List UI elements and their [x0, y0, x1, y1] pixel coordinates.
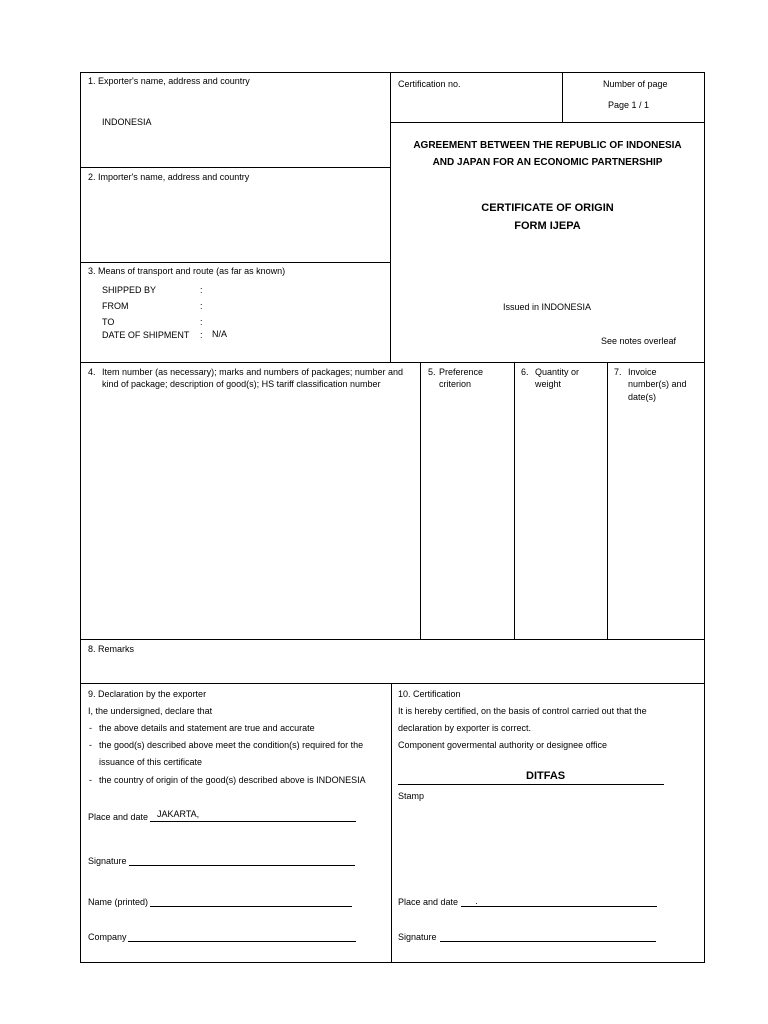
exporter-name-label: Name (printed) — [88, 897, 149, 907]
date-of-shipment-value[interactable]: N/A — [212, 329, 228, 339]
issued-in: Issued in INDONESIA — [503, 302, 592, 312]
divider — [562, 72, 563, 123]
certification-text-2: declaration by exporter is correct. — [398, 723, 532, 733]
exporter-place-date-label: Place and date — [88, 812, 149, 822]
bullet-dash-1: - — [89, 723, 92, 733]
divider — [80, 683, 705, 684]
stamp-label: Stamp — [398, 791, 425, 801]
declaration-label: 9. Declaration by the exporter — [88, 689, 207, 699]
exporter-company-label: Company — [88, 932, 127, 942]
divider — [390, 122, 705, 123]
to-colon: : — [200, 317, 203, 327]
from-colon: : — [200, 301, 203, 311]
divider — [80, 262, 391, 263]
divider — [420, 362, 421, 640]
certifier-place-date-line[interactable] — [461, 906, 657, 907]
divider — [391, 683, 392, 963]
exporter-value[interactable]: INDONESIA — [102, 117, 152, 127]
declaration-bullet-3: the country of origin of the good(s) described above is INDONESIA — [99, 775, 366, 785]
certifier-place-date-mark: · — [475, 898, 478, 908]
declaration-bullet-2: the good(s) described above meet the condition(s) required for the — [99, 740, 364, 750]
importer-label: 2. Importer's name, address and country — [88, 172, 250, 182]
agreement-title-line1: AGREEMENT BETWEEN THE REPUBLIC OF INDONESIA — [413, 140, 682, 151]
box6-line1: Quantity or — [535, 367, 580, 377]
see-notes: See notes overleaf — [601, 336, 677, 346]
exporter-place-date-value[interactable]: JAKARTA, — [157, 809, 200, 819]
divider — [80, 167, 391, 168]
certificate-title-line2: FORM IJEPA — [514, 220, 581, 232]
agreement-title-line2: AND JAPAN FOR AN ECONOMIC PARTNERSHIP — [432, 157, 663, 168]
exporter-signature-line[interactable] — [129, 865, 355, 866]
certification-label: 10. Certification — [398, 689, 461, 699]
date-of-shipment-colon: : — [200, 330, 203, 340]
shipped-by-label: SHIPPED BY — [102, 285, 157, 295]
certifier-signature-line[interactable] — [440, 941, 656, 942]
exporter-label: 1. Exporter's name, address and country — [88, 76, 250, 86]
issuing-office: DITFAS — [526, 770, 566, 782]
certification-text-1: It is hereby certified, on the basis of control carried out that the — [398, 706, 647, 716]
exporter-place-date-line[interactable] — [150, 821, 356, 822]
box7-line2: number(s) and — [628, 379, 687, 389]
issuing-office-line — [398, 784, 664, 785]
bullet-dash-2: - — [89, 740, 92, 750]
from-label: FROM — [102, 301, 129, 311]
box7-line3: date(s) — [628, 392, 657, 402]
bullet-dash-3: - — [89, 775, 92, 785]
box5-number: 5. — [428, 367, 436, 377]
number-of-page-label: Number of page — [603, 79, 668, 89]
exporter-signature-label: Signature — [88, 856, 127, 866]
page-value: Page 1 / 1 — [608, 100, 650, 110]
remarks-label: 8. Remarks — [88, 644, 135, 654]
divider — [390, 72, 391, 362]
box4-number: 4. — [88, 367, 96, 377]
box7-number: 7. — [614, 367, 622, 377]
divider — [80, 639, 705, 640]
box6-line2: weight — [535, 379, 562, 389]
certifier-place-date-label: Place and date — [398, 897, 459, 907]
certifier-signature-label: Signature — [398, 932, 437, 942]
box4-description: Item number (as necessary); marks and numbers of packages; number and kind of package; description of good(s); HS tariff classification number — [102, 367, 403, 389]
divider — [514, 362, 515, 640]
certification-no-label: Certification no. — [398, 79, 461, 89]
shipped-by-colon: : — [200, 285, 203, 295]
divider — [80, 362, 705, 363]
divider — [607, 362, 608, 640]
box5-line1: Preference — [439, 367, 484, 377]
box6-number: 6. — [521, 367, 529, 377]
declaration-intro: I, the undersigned, declare that — [88, 706, 213, 716]
certification-text-3: Component govermental authority or designee office — [398, 740, 607, 750]
transport-label: 3. Means of transport and route (as far as known) — [88, 266, 286, 276]
exporter-company-line[interactable] — [128, 941, 356, 942]
certificate-title-line1: CERTIFICATE OF ORIGIN — [481, 202, 614, 214]
box7-line1: Invoice — [628, 367, 657, 377]
to-label: TO — [102, 317, 115, 327]
date-of-shipment-label: DATE OF SHIPMENT — [102, 330, 190, 340]
box5-line2: criterion — [439, 379, 472, 389]
exporter-name-line[interactable] — [150, 906, 352, 907]
declaration-bullet-1: the above details and statement are true and accurate — [99, 723, 315, 733]
declaration-bullet-2-cont: issuance of this certificate — [99, 757, 203, 767]
